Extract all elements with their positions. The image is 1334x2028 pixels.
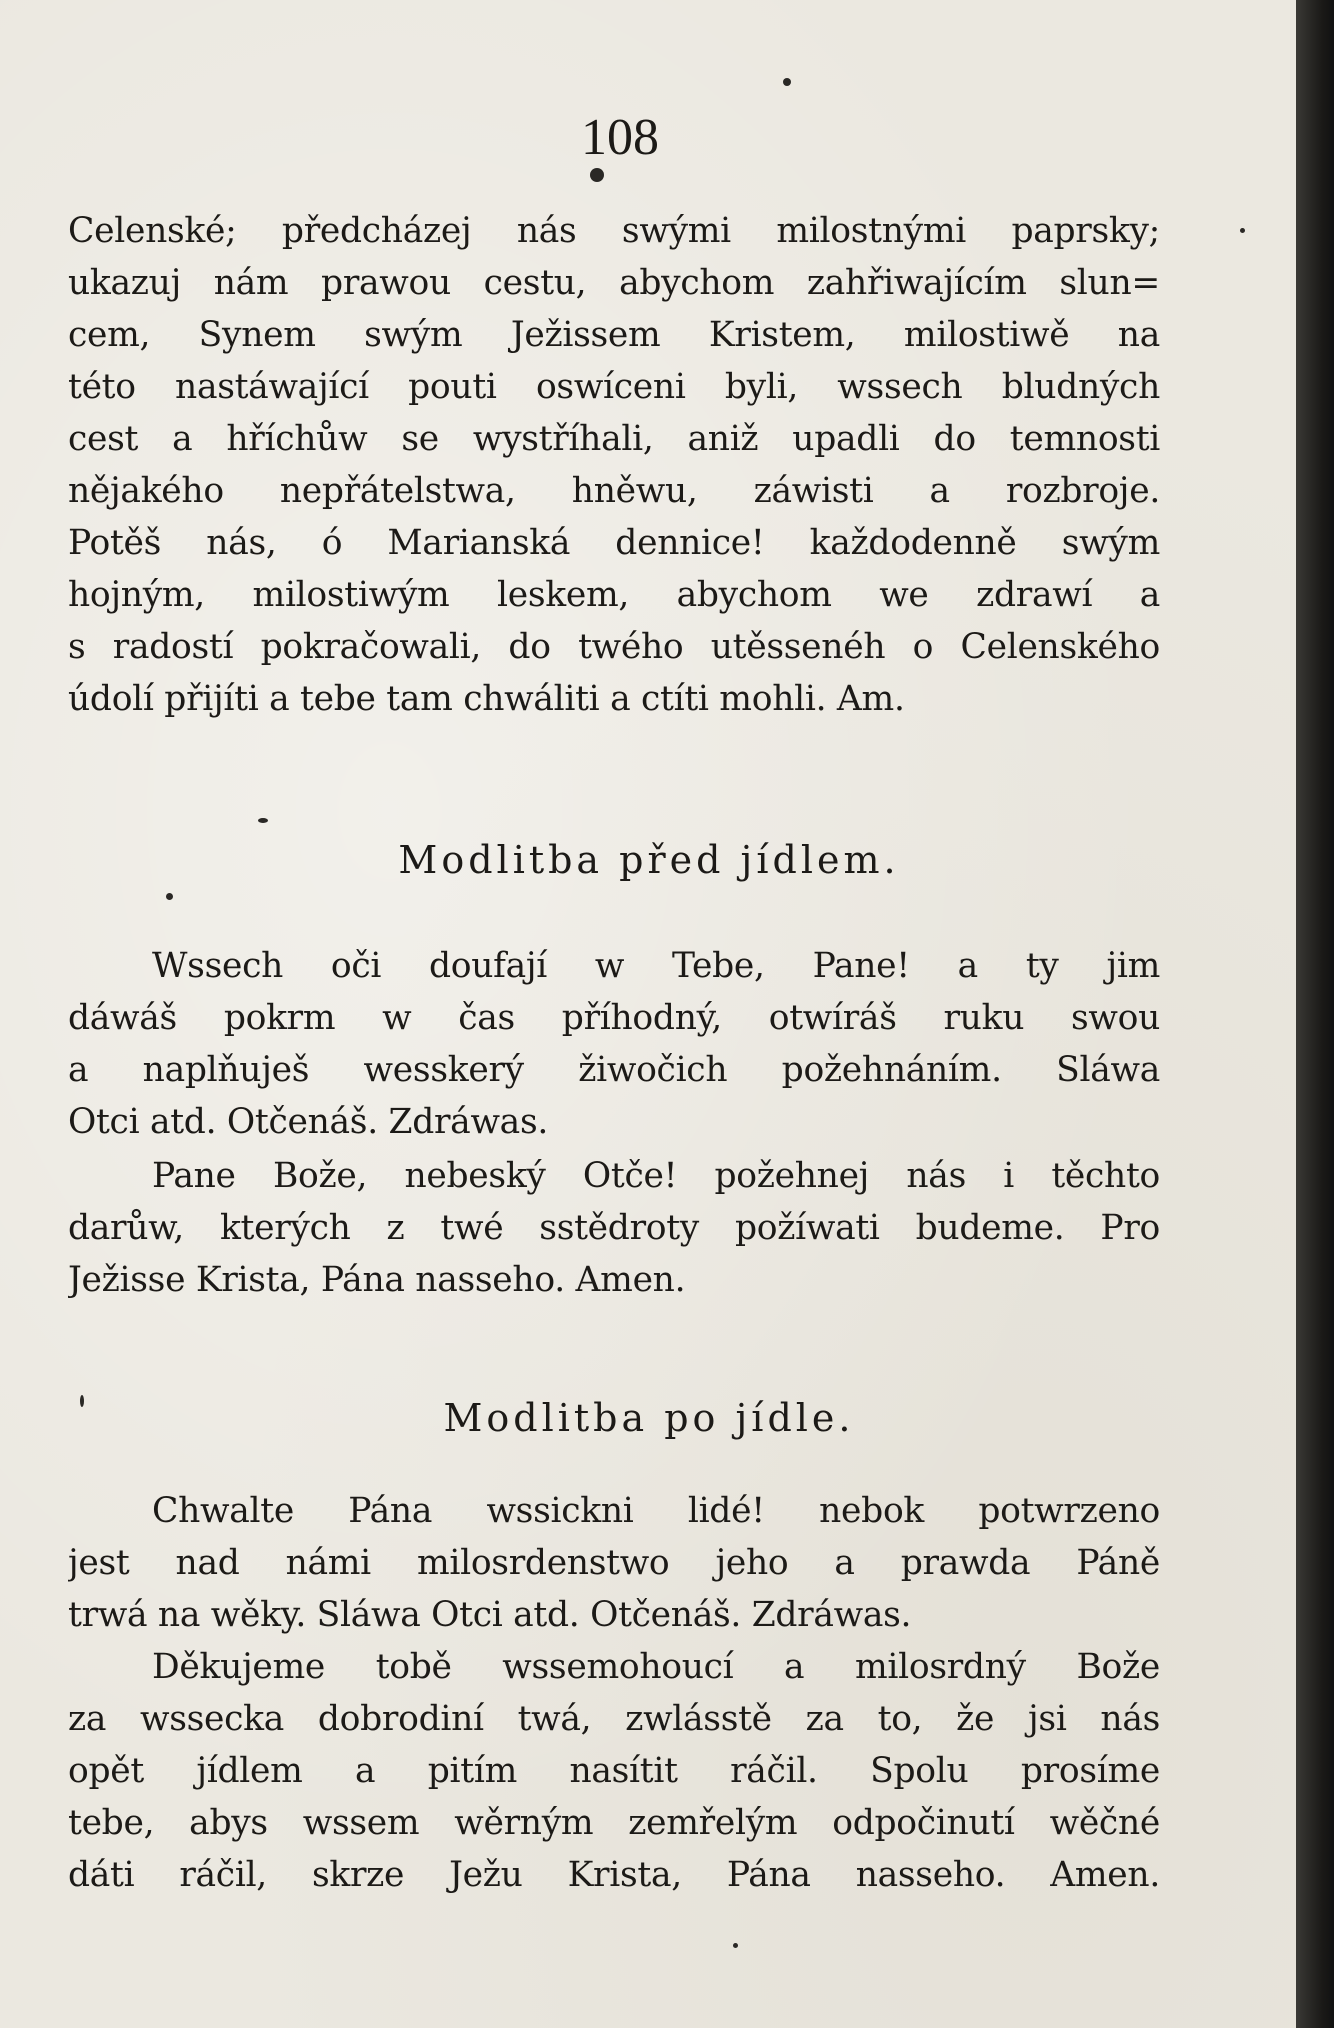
text-line: Otci atd. Otčenáš. Zdráwas. xyxy=(68,1102,549,1142)
text-line: jest nad námi milosrdenstwo jeho a prawda Páně xyxy=(68,1543,1160,1583)
ink-speck xyxy=(166,893,173,900)
ink-speck xyxy=(590,168,604,182)
ink-speck xyxy=(80,1395,84,1407)
paragraph-3 xyxy=(68,1150,1160,1306)
text-line: Pane Bože, nebeský Otče! požehnej nás i těchto xyxy=(152,1156,1160,1196)
text-line: nějakého nepřátelstwa, hněwu, záwisti a rozbroje. xyxy=(68,471,1160,511)
text-line: opět jídlem a pitím nasítit ráčil. Spolu prosíme xyxy=(68,1751,1160,1791)
section-heading: Modlitba před jídlem. xyxy=(398,838,900,882)
text-line: trwá na wěky. Sláwa Otci atd. Otčenáš. Zdráwas. xyxy=(68,1595,912,1635)
text-line: tebe, abys wssem wěrným zemřelým odpočinutí wěčné xyxy=(68,1803,1160,1843)
text-line: Potěš nás, ó Marianská dennice! každodenně swým xyxy=(68,523,1160,563)
paragraph-1 xyxy=(68,205,1160,725)
ink-speck xyxy=(733,1943,738,1948)
text-line: Wssech oči doufají w Tebe, Pane! a ty jim xyxy=(152,946,1160,986)
text-line: Celenské; předcházej nás swými milostnými paprsky; xyxy=(68,211,1160,251)
text-line: s radostí pokračowali, do twého utěssenéh o Celenského xyxy=(68,627,1160,667)
text-line: údolí přijíti a tebe tam chwáliti a ctíti mohli. Am. xyxy=(68,679,905,719)
ink-speck xyxy=(258,818,268,823)
binding-shadow xyxy=(1296,0,1334,2028)
text-line: dáwáš pokrm w čas příhodný, otwíráš ruku swou xyxy=(68,998,1160,1038)
section-heading: Modlitba po jídle. xyxy=(443,1396,855,1440)
text-line: cest a hříchůw se wystříhali, aniž upadli do temnosti xyxy=(68,419,1160,459)
paragraph-4 xyxy=(68,1485,1160,1641)
text-line: Ježisse Krista, Pána nasseho. Amen. xyxy=(68,1260,686,1300)
text-line: dáti ráčil, skrze Ježu Krista, Pána nasseho. Amen. xyxy=(68,1855,1160,1895)
page-number: 108 xyxy=(581,109,659,166)
text-line: Děkujeme tobě wssemohoucí a milosrdný Bože xyxy=(152,1647,1160,1687)
text-line: cem, Synem swým Ježissem Kristem, milostiwě na xyxy=(68,315,1160,355)
text-line: této nastáwající pouti oswíceni byli, wssech bludných xyxy=(68,367,1160,407)
paragraph-5 xyxy=(68,1641,1160,1901)
text-line: za wssecka dobrodiní twá, zwlásstě za to, že jsi nás xyxy=(68,1699,1160,1739)
ink-speck xyxy=(783,78,791,86)
text-line: ukazuj nám prawou cestu, abychom zahřiwajícím slun= xyxy=(68,263,1160,303)
ink-speck xyxy=(1240,228,1245,233)
text-line: Chwalte Pána wssickni lidé! nebok potwrzeno xyxy=(152,1491,1160,1531)
paragraph-2 xyxy=(68,940,1160,1148)
text-line: darůw, kterých z twé sstědroty požíwati budeme. Pro xyxy=(68,1208,1160,1248)
text-line: a naplňuješ wesskerý žiwočich požehnáním. Sláwa xyxy=(68,1050,1160,1090)
text-line: hojným, milostiwým leskem, abychom we zdrawí a xyxy=(68,575,1160,615)
